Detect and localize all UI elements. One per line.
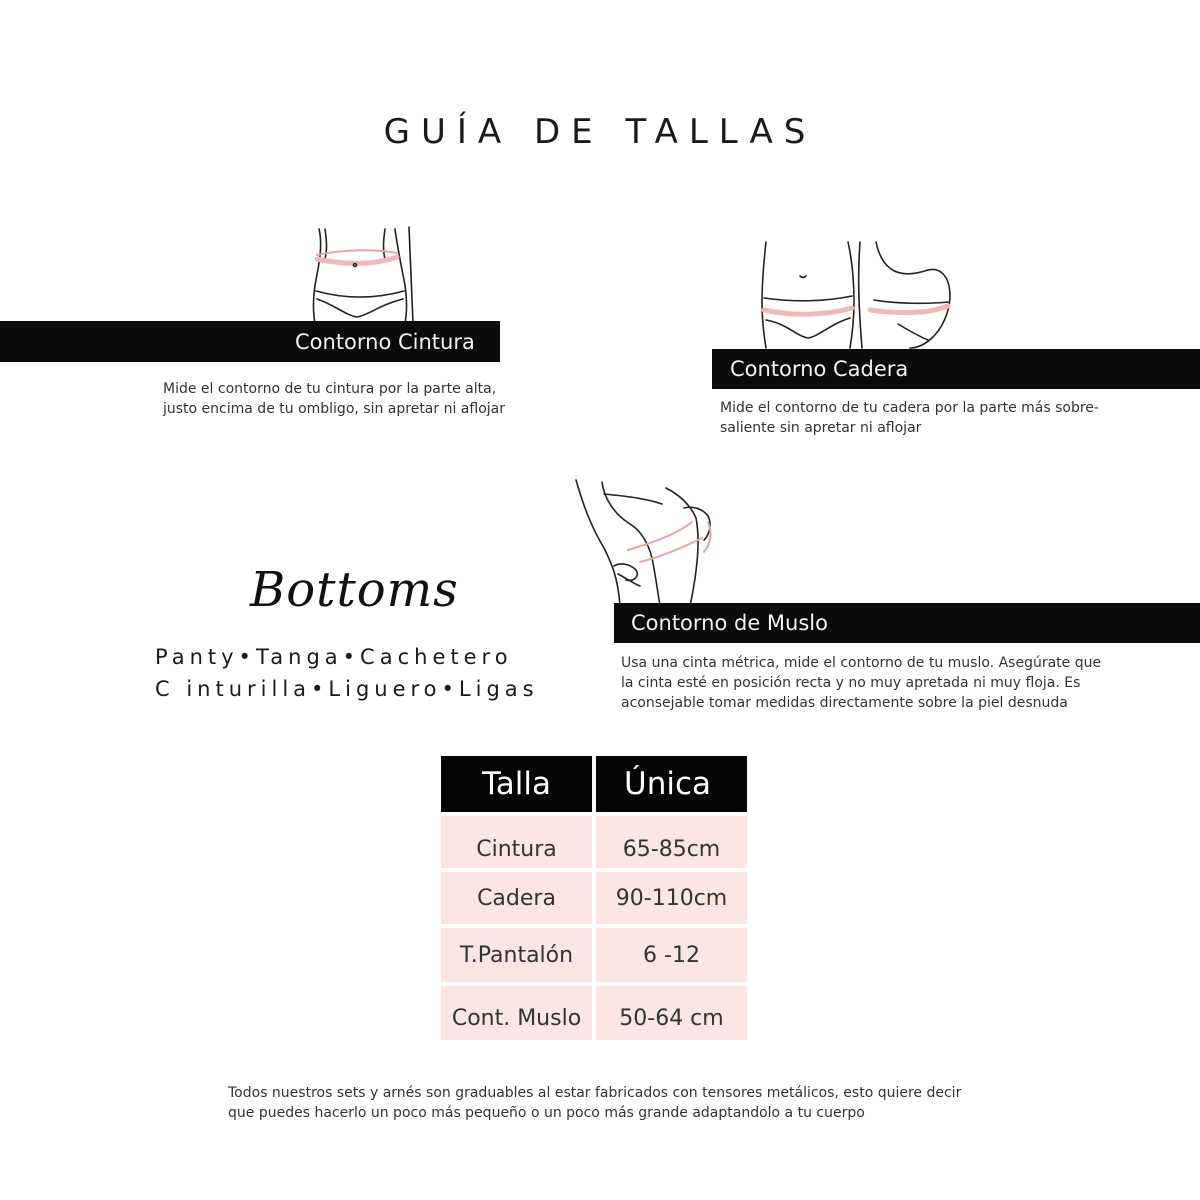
category-title: Bottoms	[250, 562, 459, 618]
waist-illustration	[305, 225, 425, 325]
table-header-talla: Talla	[441, 756, 592, 812]
thigh-label: Contorno de Muslo	[631, 611, 828, 635]
size-table	[437, 752, 751, 1044]
page-title: GUÍA DE TALLAS	[383, 112, 817, 152]
thigh-label-bar	[614, 603, 1200, 643]
table-cell-measure: Cadera	[441, 872, 592, 924]
waist-description: Mide el contorno de tu cintura por la parte alta, justo encima de tu ombligo, sin apretar ni aflojar	[163, 381, 505, 417]
hip-label-bar	[712, 349, 1200, 389]
hip-illustration	[758, 240, 958, 350]
table-cell-measure: Cont. Muslo	[441, 986, 592, 1040]
waist-label-bar	[0, 321, 500, 362]
waist-label: Contorno Cintura	[295, 329, 475, 354]
table-row	[441, 986, 747, 1040]
hip-description: Mide el contorno de tu cadera por la parte más sobre- saliente sin apretar ni aflojar	[720, 400, 1099, 436]
thigh-description: Usa una cinta métrica, mide el contorno de tu muslo. Asegúrate que la cinta esté en posición recta y no muy apretada ni muy floja. Es aconsejable tomar medidas directamente sobre la piel desnuda	[621, 655, 1102, 711]
category-line-1: Panty•Tanga•Cachetero	[155, 645, 513, 669]
category-line-2: C inturilla•Liguero•Ligas	[155, 677, 539, 701]
table-row	[441, 872, 747, 924]
table-row	[441, 928, 747, 982]
table-cell-value: 90-110cm	[596, 872, 747, 924]
footer-note: Todos nuestros sets y arnés son graduables al estar fabricados con tensores metálicos, esto quiere decir que puedes hacerlo un poco más pequeño o un poco más grande adaptandolo a tu cuerpo	[228, 1085, 962, 1121]
table-cell-value: 50-64 cm	[596, 986, 747, 1040]
thigh-illustration	[574, 478, 734, 608]
table-row	[441, 816, 747, 868]
table-cell-measure: T.Pantalón	[441, 928, 592, 982]
table-header-row	[441, 756, 747, 812]
table-cell-value: 65-85cm	[596, 816, 747, 868]
table-cell-measure: Cintura	[441, 816, 592, 868]
hip-label: Contorno Cadera	[730, 357, 909, 381]
table-header-unica: Única	[596, 756, 747, 812]
table-cell-value: 6 -12	[596, 928, 747, 982]
